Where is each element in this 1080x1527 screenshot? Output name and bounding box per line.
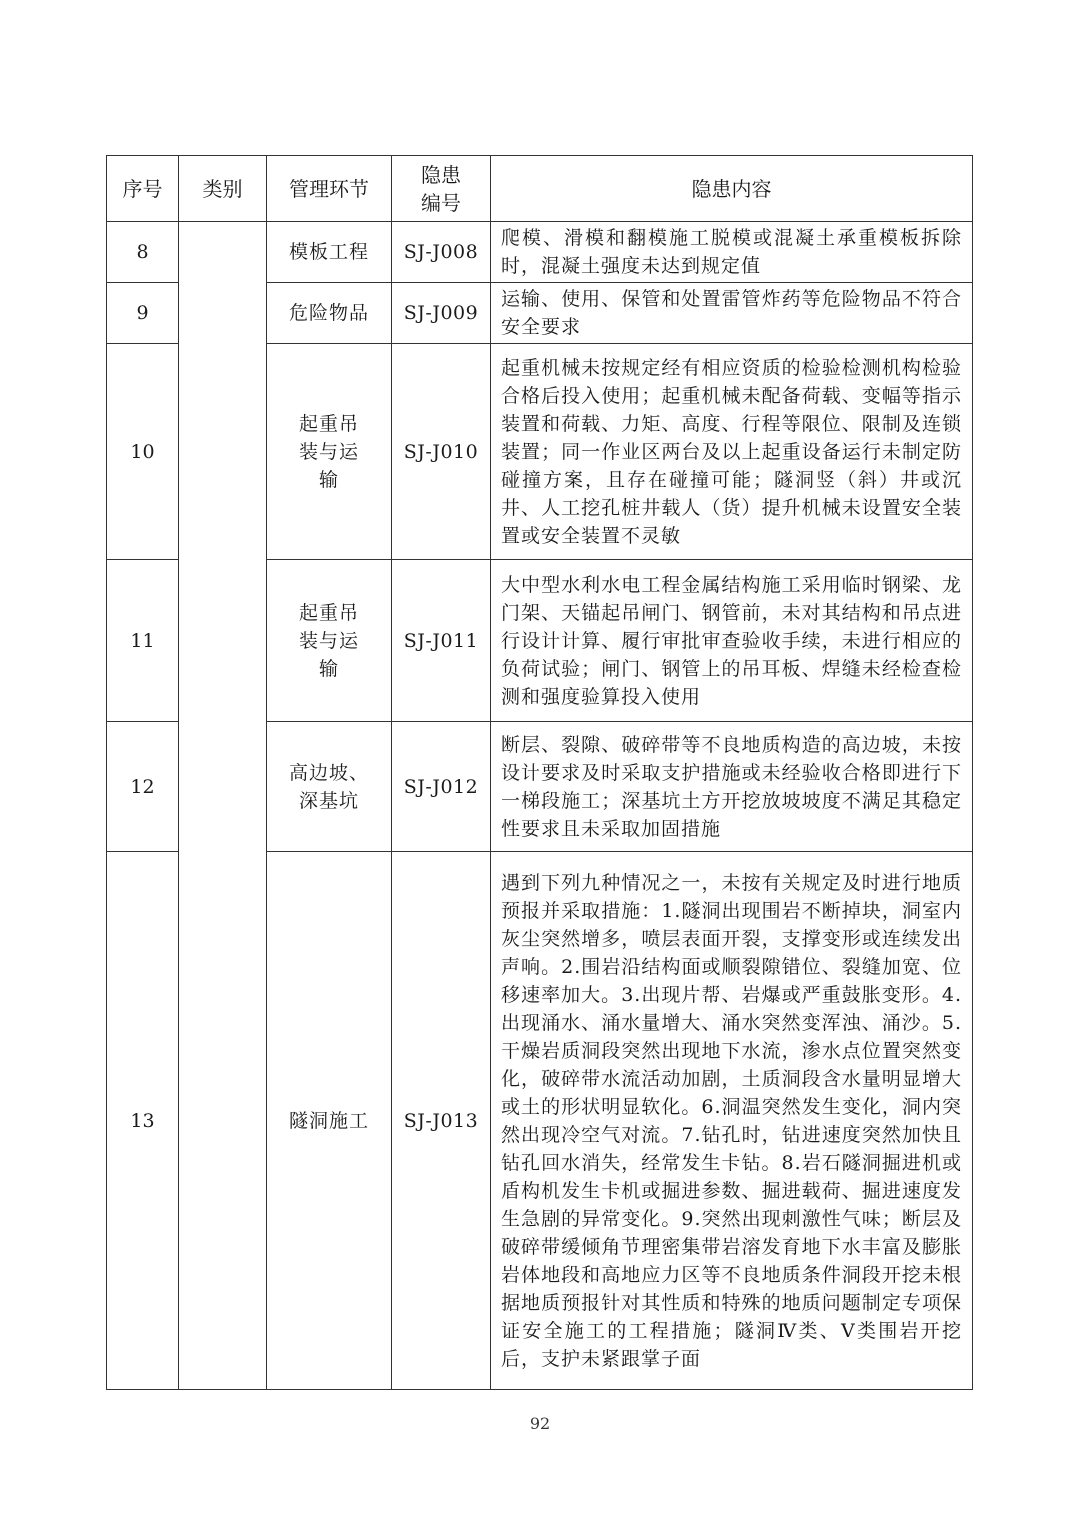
row-num: 13 <box>107 852 179 1390</box>
row-stage: 隧洞施工 <box>267 852 392 1390</box>
row-num: 10 <box>107 344 179 560</box>
row-code: SJ-J013 <box>392 852 491 1390</box>
header-content: 隐患内容 <box>491 156 973 222</box>
header-code-label: 隐患编号 <box>421 162 461 215</box>
row-num: 12 <box>107 722 179 852</box>
row-num: 8 <box>107 222 179 283</box>
row-content: 爬模、滑模和翻模施工脱模或混凝土承重模板拆除时，混凝土强度未达到规定值 <box>491 222 973 283</box>
row-num: 11 <box>107 560 179 722</box>
row-code: SJ-J008 <box>392 222 491 283</box>
page-number: 92 <box>529 1414 551 1433</box>
row-content: 断层、裂隙、破碎带等不良地质构造的高边坡，未按设计要求及时采取支护措施或未经验收合格即进行下一梯段施工；深基坑土方开挖放坡坡度不满足其稳定性要求且未采取加固措施 <box>491 722 973 852</box>
row-content: 大中型水利水电工程金属结构施工采用临时钢梁、龙门架、天锚起吊闸门、钢管前，未对其结构和吊点进行设计计算、履行审批审查验收手续，未进行相应的负荷试验；闸门、钢管上的吊耳板、焊缝未经检查检测和强度验算投入使用 <box>491 560 973 722</box>
header-stage: 管理环节 <box>267 156 392 222</box>
row-content: 遇到下列九种情况之一，未按有关规定及时进行地质预报并采取措施：1.隧洞出现围岩不断掉块，洞室内灰尘突然增多，喷层表面开裂，支撑变形或连续发出声响。2.围岩沿结构面或顺裂隙错位、裂缝加宽、位移速率加大。3.出现片帮、岩爆或严重鼓胀变形。4.出现涌水、涌水量增大、涌水突然变浑浊、涌沙。5.干燥岩质洞段突然出现地下水流，渗水点位置突然变化，破碎带水流活动加剧，土质洞段含水量明显增大或土的形状明显软化。6.洞温突然发生变化，洞内突然出现冷空气对流。7.钻孔时，钻进速度突然加快且钻孔回水消失，经常发生卡钻。8.岩石隧洞掘进机或盾构机发生卡机或掘进参数、掘进载荷、掘进速度发生急剧的异常变化。9.突然出现刺激性气味；断层及破碎带缓倾角节理密集带岩溶发育地下水丰富及膨胀岩体地段和高地应力区等不良地质条件洞段开挖未根据地质预报针对其性质和特殊的地质问题制定专项保证安全施工的工程措施；隧洞Ⅳ类、Ⅴ类围岩开挖后，支护未紧跟掌子面 <box>491 852 973 1390</box>
row-stage: 高边坡、深基坑 <box>288 761 369 812</box>
row-code: SJ-J011 <box>392 560 491 722</box>
row-stage-cell <box>267 722 392 852</box>
row-code: SJ-J010 <box>392 344 491 560</box>
row-stage-cell <box>267 560 392 722</box>
header-category: 类别 <box>179 156 267 222</box>
row-content: 起重机械未按规定经有相应资质的检验检测机构检验合格后投入使用；起重机械未配备荷载、变幅等指示装置和荷载、力矩、高度、行程等限位、限制及连锁装置；同一作业区两台及以上起重设备运行未制定防碰撞方案，且存在碰撞可能；隧洞竖（斜）井或沉井、人工挖孔桩井载人（货）提升机械未设置安全装置或安全装置不灵敏 <box>491 344 973 560</box>
hazard-table <box>106 155 973 1390</box>
row-num: 9 <box>107 283 179 344</box>
category-cell <box>179 222 267 1390</box>
row-stage: 起重吊装与运输 <box>298 601 359 680</box>
table-header-row <box>107 156 973 222</box>
row-stage: 起重吊装与运输 <box>298 412 359 491</box>
header-code <box>392 156 491 222</box>
row-stage: 模板工程 <box>267 222 392 283</box>
table-row <box>107 222 973 283</box>
header-num: 序号 <box>107 156 179 222</box>
row-stage-cell <box>267 344 392 560</box>
row-stage: 危险物品 <box>267 283 392 344</box>
row-content: 运输、使用、保管和处置雷管炸药等危险物品不符合安全要求 <box>491 283 973 344</box>
row-code: SJ-J009 <box>392 283 491 344</box>
row-code: SJ-J012 <box>392 722 491 852</box>
